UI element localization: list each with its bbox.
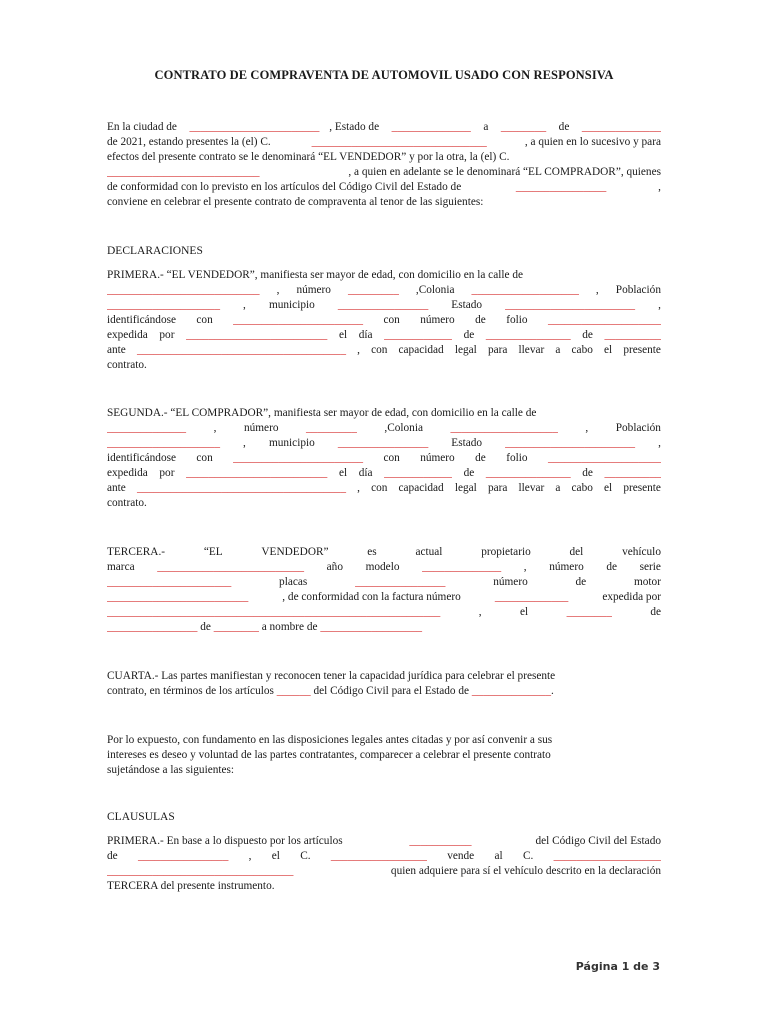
text-run: folio [506, 314, 528, 326]
blank-field: ____________________ [547, 452, 661, 464]
text-run: , [357, 344, 360, 356]
text-run: para [487, 344, 508, 356]
text-run: día [358, 467, 373, 479]
text-run: el [520, 606, 529, 618]
text-run: , [595, 284, 599, 296]
text-line [107, 421, 661, 436]
text-run: día [358, 329, 373, 341]
blank-field: ______________ [391, 121, 471, 133]
text-run: número [493, 576, 528, 588]
text-line [107, 834, 661, 849]
text-run: “EL [203, 546, 223, 558]
text-run: quien adquiere para sí el vehículo descrito en la declaración [388, 865, 661, 877]
expuesto-paragraph [107, 733, 661, 778]
blank-field: _____________ [494, 591, 569, 603]
text-line [107, 343, 661, 358]
blank-field: _________ [306, 422, 357, 434]
text-run: de [475, 452, 486, 464]
text-run: cabo [571, 344, 593, 356]
blank-field: ____________ [384, 467, 452, 479]
blank-field: ________ [500, 121, 547, 133]
text-run: municipio [268, 299, 315, 311]
text-run: marca [107, 561, 135, 573]
blank-field: ____________________ [547, 314, 661, 326]
text-run: VENDEDOR” [261, 546, 329, 558]
intro-paragraph [107, 120, 661, 210]
blank-field: ____________ [384, 329, 452, 341]
text-run: del Código Civil para el Estado de [310, 685, 472, 697]
blank-field: ______________ [581, 121, 661, 133]
text-run: expedida por [602, 591, 661, 603]
blank-field: _______________ [485, 467, 571, 479]
blank-field: ________ [213, 621, 259, 633]
text-run: de [582, 329, 593, 341]
text-run: C. [300, 850, 311, 862]
text-run: a [555, 482, 561, 494]
text-line [107, 180, 661, 195]
clausulas-heading: CLAUSULAS [107, 811, 175, 823]
text-run: . [550, 685, 554, 697]
blank-field: ________________ [107, 621, 198, 633]
text-run: efectos del presente contrato se le denominará “EL VENDEDOR” y por la otra, la (el) C. [107, 151, 510, 163]
text-run: identificándose [107, 452, 177, 464]
blank-field: _________________ [330, 850, 427, 862]
text-run: cabo [571, 482, 593, 494]
text-run: , [658, 181, 661, 193]
text-run: Población [615, 422, 661, 434]
text-run: número [243, 422, 279, 434]
text-run: presente [623, 344, 661, 356]
blank-field: _______________________ [505, 299, 636, 311]
text-run: , [213, 422, 217, 434]
blank-field: ______________ [471, 685, 551, 697]
blank-field: ______________ [422, 561, 502, 573]
text-run: del [569, 546, 584, 558]
text-line [107, 733, 661, 748]
text-run: En la ciudad de [107, 121, 180, 133]
blank-field: ______________________ [107, 576, 232, 588]
text-run: de [650, 606, 661, 618]
text-run: serie [639, 561, 661, 573]
text-run: placas [279, 576, 308, 588]
text-run: de [555, 121, 573, 133]
text-run: , [243, 437, 246, 449]
text-run: a [480, 121, 492, 133]
text-run: , [658, 299, 661, 311]
text-run: Estado [451, 437, 483, 449]
blank-field: ________ [566, 606, 612, 618]
text-run: el [338, 467, 348, 479]
text-run: TERCERA.- [107, 546, 166, 558]
blank-field: ___________ [409, 835, 472, 847]
text-run: el [604, 344, 613, 356]
text-run: por [159, 467, 175, 479]
text-run: número [296, 284, 331, 296]
text-line [107, 605, 661, 620]
blank-field: _________________________________ [107, 865, 294, 877]
text-run: año [326, 561, 343, 573]
text-run: con [383, 452, 400, 464]
text-line [107, 575, 661, 590]
text-line [107, 165, 661, 180]
text-run: folio [506, 452, 528, 464]
blank-field: _________________________ [186, 329, 328, 341]
text-run: a [555, 344, 561, 356]
text-line [107, 669, 661, 684]
text-run: con [196, 314, 213, 326]
text-run: conviene en celebrar el presente contrato de compraventa al tenor de las siguientes: [107, 196, 484, 208]
text-run: de [107, 850, 118, 862]
blank-field: _______________ [485, 329, 571, 341]
blank-field: __________________________ [157, 561, 305, 573]
text-run: el [271, 850, 280, 862]
text-run: el [604, 482, 613, 494]
text-run: , a quien en lo sucesivo y para [524, 136, 661, 148]
blank-field: ___________________ [450, 422, 558, 434]
text-line [107, 620, 661, 635]
text-run: de 2021, estando presentes la (el) C. [107, 136, 274, 148]
text-run: legal [454, 344, 477, 356]
blank-field: ________________ [337, 299, 429, 311]
text-run: capacidad [398, 344, 444, 356]
text-run: con [371, 482, 388, 494]
text-line [107, 763, 661, 778]
text-run: motor [633, 576, 661, 588]
blank-field: ____________________ [107, 299, 220, 311]
clausula-primera [107, 834, 661, 894]
blank-field: ________________ [515, 181, 607, 193]
text-run: ante [107, 482, 126, 494]
text-run: a nombre de [258, 621, 321, 633]
blank-field: ___________________________ [107, 284, 260, 296]
blank-field: _______________________ [233, 314, 364, 326]
text-run: con [383, 314, 400, 326]
text-line [107, 358, 661, 373]
text-run: , [248, 850, 252, 862]
text-line [107, 135, 661, 150]
text-run: capacidad [398, 482, 444, 494]
text-run: presente [623, 482, 661, 494]
text-run: , [276, 284, 280, 296]
text-run: con [371, 344, 388, 356]
blank-field: ___________________ [553, 850, 661, 862]
text-run: de [606, 561, 618, 573]
text-run: CUARTA.- Las partes manifiestan y reconocen tener la capacidad jurídica para celebrar el presente [107, 670, 556, 682]
text-line [107, 268, 661, 283]
text-run: ,Colonia [384, 422, 423, 434]
text-run: al [494, 850, 503, 862]
text-run: modelo [365, 561, 400, 573]
text-line [107, 195, 661, 210]
text-run: , [523, 561, 527, 573]
text-run: propietario [481, 546, 531, 558]
text-run: ante [107, 344, 126, 356]
text-run: municipio [268, 437, 315, 449]
text-line [107, 496, 661, 511]
text-line [107, 748, 661, 763]
blank-field: _____________________________________ [136, 482, 346, 494]
blank-field: __________ [604, 467, 661, 479]
text-run: de [463, 329, 475, 341]
text-line [107, 560, 661, 575]
blank-field: ________________ [355, 576, 446, 588]
text-line [107, 864, 661, 879]
declaraciones-heading: DECLARACIONES [107, 245, 203, 257]
blank-field: _________________________ [186, 467, 328, 479]
text-line [107, 451, 661, 466]
declaracion-segunda [107, 406, 661, 511]
text-run: de conformidad con lo previsto en los artículos del Código Civil del Estado de [107, 181, 465, 193]
text-run: vehículo [622, 546, 661, 558]
blank-field: ________________ [137, 850, 229, 862]
text-run: llevar [518, 344, 545, 356]
blank-field: _______________________________ [311, 136, 487, 148]
text-run: sujetándose a las siguientes: [107, 764, 235, 776]
blank-field: ______________ [107, 422, 187, 434]
blank-field: ___________________________ [107, 166, 260, 178]
text-run: de [197, 621, 214, 633]
blank-field: _____________________________________ [136, 344, 346, 356]
text-run: actual [415, 546, 443, 558]
contract-title: CONTRATO DE COMPRAVENTA DE AUTOMOVIL USADO CON RESPONSIVA [154, 68, 614, 82]
text-run: , a quien en adelante se le denominará “EL COMPRADOR”, quienes [348, 166, 661, 178]
text-line [107, 849, 661, 864]
text-line [107, 406, 661, 421]
text-run: , [478, 606, 482, 618]
blank-field: ___________________________________________________________ [107, 606, 441, 618]
text-run: , de conformidad con la factura número [282, 591, 461, 603]
text-run: número [420, 314, 455, 326]
text-run: es [367, 546, 377, 558]
text-run: del Código Civil del Estado [535, 835, 661, 847]
blank-field: ____________________ [107, 437, 220, 449]
text-run: el [338, 329, 348, 341]
text-line [107, 466, 661, 481]
text-run: C. [522, 850, 534, 862]
text-line [107, 150, 661, 165]
text-run: ,Colonia [415, 284, 455, 296]
blank-field: _______________________ [189, 121, 320, 133]
blank-field: _________ [348, 284, 399, 296]
text-run: Población [615, 284, 661, 296]
blank-field: _________________________ [107, 591, 249, 603]
text-run: por [159, 329, 175, 341]
text-run: intereses es deseo y voluntad de las partes contratantes, comparecer a celebrar el presente contrato [107, 749, 551, 761]
text-run: para [487, 482, 508, 494]
blank-field: _______________________ [233, 452, 364, 464]
text-run: de [575, 576, 587, 588]
text-run: PRIMERA.- En base a lo dispuesto por los artículos [107, 835, 346, 847]
text-line [107, 481, 661, 496]
text-line [107, 879, 661, 894]
text-run: identificándose [107, 314, 177, 326]
page-number: Página 1 de 3 [575, 960, 660, 973]
text-run: , [585, 422, 589, 434]
text-run: TERCERA del presente instrumento. [107, 880, 275, 892]
text-run: de [475, 314, 486, 326]
blank-field: ___________________ [471, 284, 579, 296]
text-run: de [463, 467, 475, 479]
blank-field: __________ [604, 329, 661, 341]
text-run: , [243, 299, 246, 311]
text-run: Estado [451, 299, 483, 311]
text-run: , Estado de [329, 121, 382, 133]
text-run: expedida [107, 467, 148, 479]
text-run: Por lo expuesto, con fundamento en las disposiciones legales antes citadas y por así convenir a sus [107, 734, 553, 746]
text-run: de [582, 467, 593, 479]
text-line [107, 298, 661, 313]
text-line [107, 545, 661, 560]
text-line [107, 436, 661, 451]
text-line [107, 684, 661, 699]
text-line [107, 590, 661, 605]
blank-field: __________________ [320, 621, 423, 633]
text-run: legal [454, 482, 477, 494]
blank-field: _______________________ [505, 437, 636, 449]
text-line [107, 313, 661, 328]
text-run: con [196, 452, 213, 464]
text-run: llevar [518, 482, 545, 494]
text-line [107, 283, 661, 298]
text-run: número [420, 452, 455, 464]
text-line [107, 328, 661, 343]
text-line [107, 120, 661, 135]
blank-field: ______ [276, 685, 311, 697]
text-run: , [658, 437, 661, 449]
text-run: número [549, 561, 584, 573]
text-run: vende [447, 850, 475, 862]
declaracion-cuarta [107, 669, 661, 699]
text-run: SEGUNDA.- “EL COMPRADOR”, manifiesta ser mayor de edad, con domicilio en la calle de [107, 407, 537, 419]
text-run: contrato, en términos de los artículos [107, 685, 277, 697]
text-run: expedida [107, 329, 148, 341]
text-run: contrato. [107, 359, 147, 371]
declaracion-tercera [107, 545, 661, 635]
text-run: PRIMERA.- “EL VENDEDOR”, manifiesta ser mayor de edad, con domicilio en la calle de [107, 269, 523, 281]
declaracion-primera [107, 268, 661, 373]
text-run: , [357, 482, 360, 494]
blank-field: ________________ [337, 437, 429, 449]
text-run: contrato. [107, 497, 147, 509]
